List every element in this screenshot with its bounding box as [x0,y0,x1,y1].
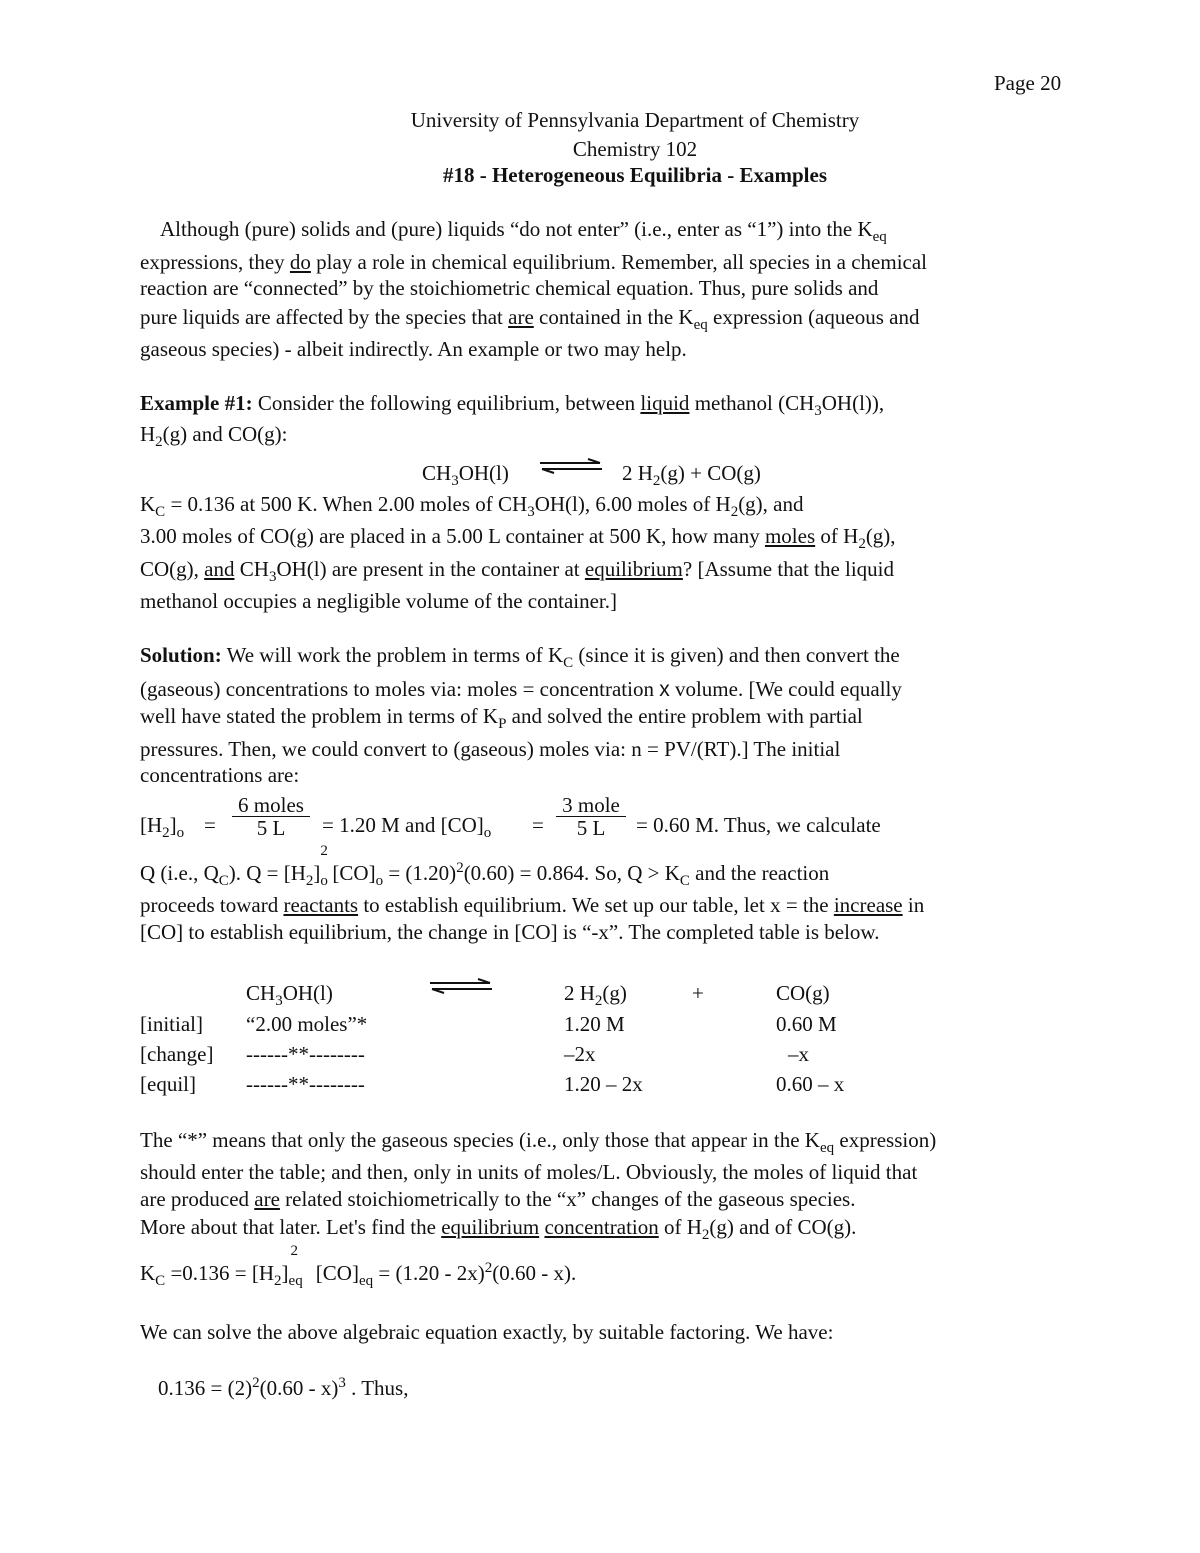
table-header-h2: 2 $H_2(g)$ [564,981,627,1009]
document-title: #18 - Heterogeneous Equilibria - Examples [442,163,828,187]
example-1-line-1: Example #1: Consider the following equilibrium, between liquid methanol $(CH_3OH(l))$, [140,391,885,419]
equation-line: $0.136 = (2)^2(0.60 - x)^3$ . Thus, [158,1375,409,1400]
example-1-line-4: 3.00 moles of CO(g) are placed in a 5.00 L container at 500 K, how many moles of $H_2(g)$, [140,524,896,552]
university-heading: University of Pennsylvania Department of Chemistry [410,108,860,132]
solution-line-3: well have stated the problem in terms of $K_P$ and solved the entire problem with partial [140,704,863,732]
table-cell: ------**-------- [246,1042,365,1066]
table-cell: 1.20 M [564,1012,625,1036]
intro-line-2: expressions, they do play a role in chemical equilibrium. Remember, all species in a chemical [140,250,928,274]
table-header-reactant: $CH_3OH(l)$ [246,981,333,1009]
note-line-3: are produced are related stoichiometrically to the “x” changes of the gaseous species. [140,1187,856,1211]
example-1-line-6: methanol occupies a negligible volume of the container.] [140,589,618,613]
example-1-line-2: $H_2(g)$ and CO(g): [140,422,288,450]
solution-line-7: proceeds toward reactants to establish equilibrium. We set up our table, let x = the increase in [140,893,925,917]
table-cell: “2.00 moles”* [246,1012,368,1036]
fraction-h2: 6 moles 5 L [232,794,310,839]
note-line-1: The “*” means that only the gaseous species (i.e., only those that appear in the $K_{eq}$ expression) [140,1128,937,1156]
table-cell: 1.20 – 2x [564,1072,643,1096]
solution-line-4: pressures. Then, we could convert to (gaseous) moles via: n = PV/(RT).] The initial [140,737,841,761]
course-heading: Chemistry 102 [572,137,698,161]
solution-line-2: (gaseous) concentrations to moles via: moles = concentration x volume. [We could equally [140,677,902,701]
equals-sign: = [204,813,216,837]
solution-line-1: Solution: We will work the problem in terms of $K_C$ (since it is given) and then convert the [140,643,900,671]
example-1-line-5: CO(g), and $CH_3OH(l)$ are present in the container at equilibrium? [Assume that the liquid [140,557,895,585]
table-cell: –2x [564,1042,596,1066]
solution-line-8: [CO] to establish equilibrium, the change in [CO] is “-x”. The completed table is below. [140,920,880,944]
note-line-2: should enter the table; and then, only in units of moles/L. Obviously, the moles of liquid that [140,1160,918,1184]
page-number: Page 20 [994,71,1062,95]
equilibrium-arrow-icon [538,458,604,474]
reaction-products: 2 $H_2(g) + CO(g)$ [622,461,761,489]
table-header-co: CO(g) [776,981,830,1005]
example-1-line-3: $K_C = 0.136$ at 500 K. When 2.00 moles of $CH_3OH(l)$, 6.00 moles of $H_2(g)$, and [140,492,804,520]
reaction-reactant: $CH_3OH(l)$ [422,461,509,489]
table-cell: ------**-------- [246,1072,365,1096]
co-result: = 0.60 M. Thus, we calculate [636,813,881,837]
table-row-label: [change] [140,1042,214,1066]
note-line-6: We can solve the above algebraic equation exactly, by suitable factoring. We have: [140,1320,834,1344]
intro-line-1: Although (pure) solids and (pure) liquids “do not enter” (i.e., enter as “1”) into the $K_{eq}$ [160,217,887,245]
kc-expression-line: $K_C =0.136 = [H_2]$ 2 $_{eq}$ $[CO]_{eq} = (1.20 - 2x)^2(0.60 - x)$. [140,1243,577,1289]
equilibrium-arrow-icon [428,978,494,994]
table-row-label: [equil] [140,1072,196,1096]
table-row-label: [initial] [140,1012,203,1036]
intro-line-4: pure liquids are affected by the species that are contained in the $K_{eq}$ expression (aqueous and [140,305,920,333]
table-cell: 0.60 – x [776,1072,845,1096]
table-cell: –x [788,1042,809,1066]
intro-line-5: gaseous species) - albeit indirectly. An example or two may help. [140,337,687,361]
h2-result: = 1.20 M and $[CO]_o$ [322,813,492,841]
h2-initial-label: $[H_2]_o$ [140,813,185,841]
q-expression-line: Q (i.e., $Q_C$). $Q = [H_2]$ 2 $_o$ $[CO]_o = (1.20)^2(0.60) = 0.864$. So, $Q > K_C$ and the reaction [140,843,830,889]
equals-sign: = [532,813,544,837]
intro-line-3: reaction are “connected” by the stoichiometric chemical equation. Thus, pure solids and [140,276,879,300]
table-header-plus: + [692,981,704,1005]
fraction-co: 3 mole 5 L [556,794,626,839]
table-cell: 0.60 M [776,1012,837,1036]
solution-line-5: concentrations are: [140,763,300,787]
note-line-4: More about that later. Let's find the equilibrium concentration of $H_2(g)$ and of CO(g). [140,1215,857,1243]
